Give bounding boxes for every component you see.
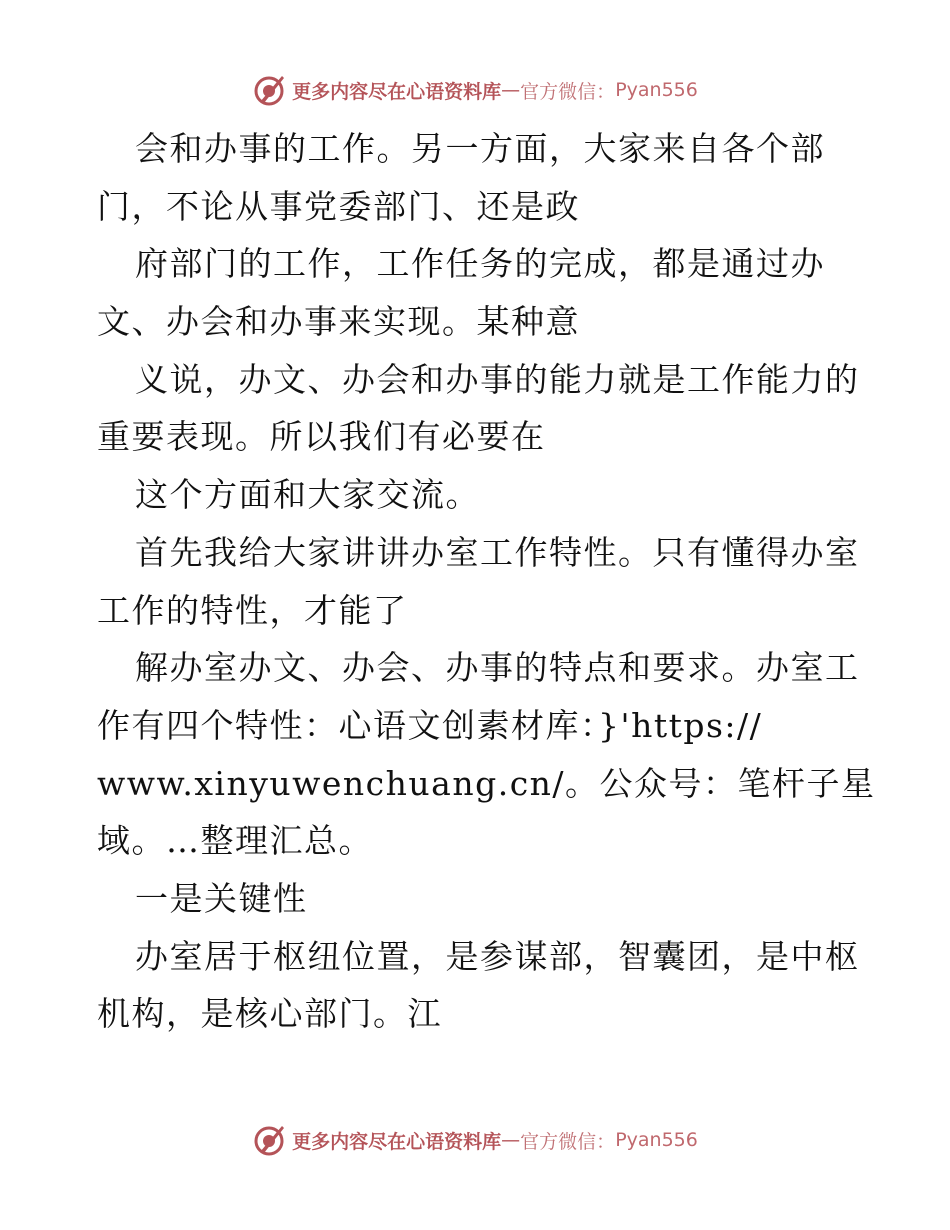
text-line: 首先我给大家讲讲办室工作特性。只有懂得办室 [135, 532, 860, 572]
footer-dash: — [501, 1129, 521, 1151]
text-line: 解办室办文、办会、办事的特点和要求。办室工 [135, 648, 860, 688]
text-line: 府部门的工作，工作任务的完成，都是通过办 [135, 244, 825, 284]
header-dash: — [501, 79, 521, 101]
header-wechat-id: Pyan556 [615, 79, 698, 101]
text-line: 机构，是核心部门。江 [97, 994, 442, 1034]
text-line: www.xinyuwenchuang.cn/。公众号：笔杆子星 [97, 763, 876, 803]
section-heading: 一是关键性 [135, 878, 308, 918]
text-line: 作有四个特性：心语文创素材库：}'https:// [97, 705, 763, 745]
header-wechat-label: 官方微信： [520, 80, 616, 103]
text-line: 义说，办文、办会和办事的能力就是工作能力的 [135, 359, 860, 399]
header-watermark [0, 72, 950, 108]
text-line: 重要表现。所以我们有必要在 [97, 417, 546, 457]
text-line: 门，不论从事党委部门、还是政 [97, 186, 580, 226]
text-line: 域。…整理汇总。 [97, 821, 373, 861]
footer-main-text: 更多内容尽在心语资料库 [292, 1130, 502, 1153]
text-line: 文、办会和办事来实现。某种意 [97, 302, 580, 342]
footer-wechat-id: Pyan556 [615, 1129, 698, 1151]
text-line: 工作的特性，才能了 [97, 590, 408, 630]
text-line: 办室居于枢纽位置，是参谋部，智囊团，是中枢 [135, 936, 860, 976]
quill-logo-icon [252, 1122, 288, 1158]
footer-wechat-label: 官方微信： [520, 1130, 616, 1153]
quill-logo-icon [252, 72, 288, 108]
text-line: 这个方面和大家交流。 [135, 475, 480, 515]
text-line: 会和办事的工作。另一方面，大家来自各个部 [135, 129, 825, 168]
document-body [97, 120, 876, 1043]
header-main-text: 更多内容尽在心语资料库 [292, 80, 502, 103]
footer-watermark [0, 1122, 950, 1158]
